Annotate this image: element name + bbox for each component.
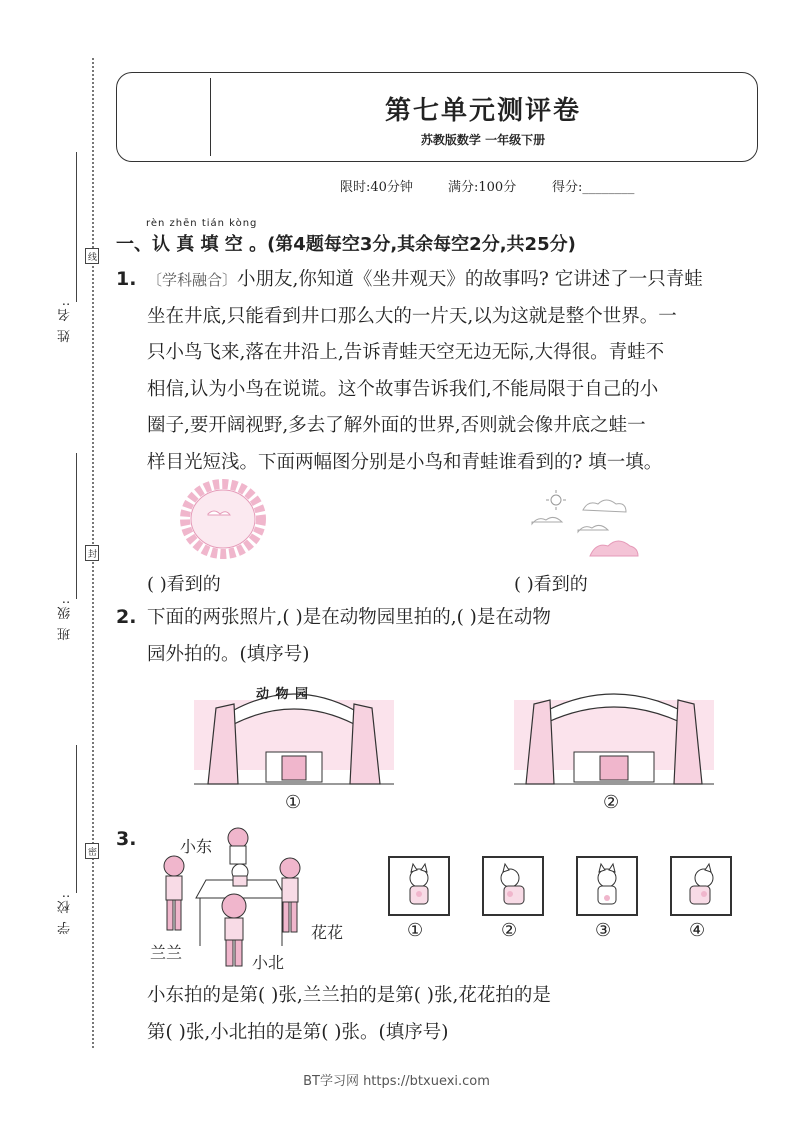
photo-frame-1: [388, 856, 450, 916]
kid-xiaobei-label: 小北: [252, 953, 285, 972]
q1-line: 相信,认为小鸟在说谎。这个故事告诉我们,不能局限于自己的小: [147, 378, 659, 400]
q1-number: 1.: [116, 268, 137, 290]
cat-side-icon: [484, 858, 542, 914]
school-label: 学 校:: [58, 892, 73, 935]
photo-frame-4: [670, 856, 732, 916]
q2-label-2: ②: [603, 792, 620, 813]
photo-label-2: ②: [501, 920, 518, 941]
q1-line: 样目光短浅。下面两幅图分别是小鸟和青蛙谁看到的? 填一填。: [147, 451, 663, 473]
time-limit: 限时:40分钟: [340, 180, 413, 195]
cat-back-icon: [578, 858, 636, 914]
q1-line: 小朋友,你知道《坐井观天》的故事吗? 它讲述了一只青蛙: [237, 269, 703, 290]
q2-line2: 园外拍的。(填序号): [147, 643, 310, 665]
section-title: 一、认 真 填 空 。(第4题每空3分,其余每空2分,共25分): [116, 234, 576, 255]
q2-text: [147, 600, 759, 673]
cat-front-icon: [390, 858, 448, 914]
photo-label-4: ④: [689, 920, 706, 941]
kid-lanlan-label: 兰兰: [150, 943, 183, 962]
section-pinyin: rèn zhēn tián kòng: [146, 218, 258, 229]
school-field-line: [76, 745, 77, 893]
q1-line: 只小鸟飞来,落在井沿上,告诉青蛙天空无边无际,大得很。青蛙不: [147, 342, 665, 363]
photo-frame-3: [576, 856, 638, 916]
q1-text: [147, 262, 759, 481]
score-field[interactable]: 得分:________: [552, 180, 635, 195]
class-label: 班 级:: [58, 598, 73, 641]
cat-other-side-icon: [672, 858, 730, 914]
tag-seal: 封: [85, 545, 99, 561]
well-view-image: [178, 478, 268, 560]
zoo-gate-sign: 动 物 园: [256, 687, 310, 702]
q3-number: 3.: [116, 828, 137, 850]
tag-secret: 密: [85, 843, 99, 859]
photo-label-3: ③: [595, 920, 612, 941]
q1-line: 坐在井底,只能看到井口那么大的一片天,以为这就是整个世界。一: [147, 305, 677, 327]
class-field-line: [76, 453, 77, 599]
name-field-line: [76, 152, 77, 302]
q3-text: [147, 978, 759, 1051]
tag-line: 线: [85, 248, 99, 264]
q1-line: 圈子,要开阔视野,多去了解外面的世界,否则就会像井底之蛙一: [147, 415, 646, 436]
zoo-gate-outside-image: [514, 680, 714, 786]
q2-line1[interactable]: 下面的两张照片,( )是在动物园里拍的,( )是在动物: [147, 607, 551, 628]
kid-huahua-label: 花花: [311, 923, 344, 942]
q3-line2[interactable]: 第( )张,小北拍的是第( )张。(填序号): [147, 1021, 449, 1043]
q1-tag: 〔学科融合〕: [147, 271, 238, 289]
photo-frame-2: [482, 856, 544, 916]
full-score: 满分:100分: [448, 180, 517, 195]
q2-number: 2.: [116, 606, 137, 628]
q2-label-1: ①: [285, 792, 302, 813]
q1-answer-right[interactable]: ( )看到的: [514, 574, 588, 595]
q1-answer-left[interactable]: ( )看到的: [147, 574, 221, 595]
q3-line1[interactable]: 小东拍的是第( )张,兰兰拍的是第( )张,花花拍的是: [147, 985, 551, 1006]
kid-xiaodong-label: 小东: [180, 837, 213, 856]
photo-label-1: ①: [407, 920, 424, 941]
sky-view-image: [528, 488, 640, 558]
name-label: 姓 名:: [58, 300, 73, 343]
footer-watermark: BT学习网 https://btxuexi.com: [303, 1074, 490, 1089]
page-subtitle: 苏教版数学 一年级下册: [420, 133, 546, 147]
page-title: 第七单元测评卷: [384, 96, 581, 126]
